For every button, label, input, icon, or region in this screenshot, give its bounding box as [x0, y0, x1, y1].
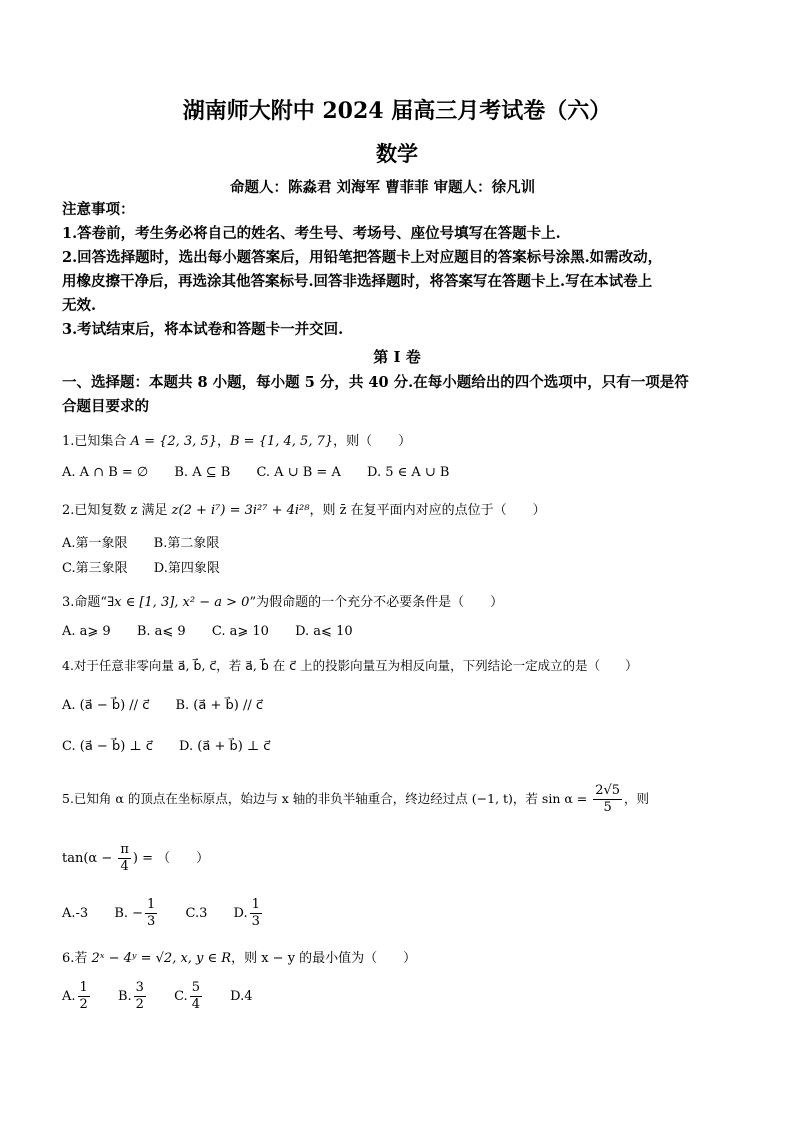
question-5-options: [62, 897, 286, 930]
question-2-options-row-1: [62, 532, 241, 551]
q1-option-b: B. A ⊆ B: [174, 465, 231, 480]
q6-option-a-prefix: A.: [62, 989, 76, 1004]
notice-heading: 注意事项：: [62, 201, 135, 218]
q5-tan-denominator: 4: [120, 859, 129, 874]
notice-item-2-line-3: 无效.: [62, 297, 97, 314]
q5-option-b-fraction: [145, 897, 157, 930]
question-6-options: [62, 980, 274, 1013]
q2-option-c: C.第三象限: [62, 561, 128, 576]
q5-option-b-prefix: B. −: [114, 906, 144, 921]
q3-stem-start: 3.命题“: [62, 595, 108, 610]
q5-option-d-fraction: [250, 897, 262, 930]
q3-proposition: ∃x ∈ [1, 3], x² − a > 0: [107, 595, 250, 610]
notice-item-3: 3.考试结束后，将本试卷和答题卡一并交回.: [62, 321, 344, 338]
q1-set-a: A = {2, 3, 5}: [130, 434, 217, 449]
q5-option-c: C.3: [185, 906, 208, 921]
q6-option-b-prefix: B.: [117, 989, 132, 1004]
q6-option-c-numerator: 5: [191, 980, 200, 995]
q6-option-c-prefix: C.: [174, 989, 188, 1004]
notice-block: [62, 198, 742, 342]
q6-option-a: [62, 980, 92, 1013]
notice-item-2-line-1: 2.回答选择题时，选出每小题答案后，用铅笔把答题卡上对应题目的答案标号涂黑.如需改动，: [62, 249, 663, 266]
subject-title: 数学: [376, 141, 418, 166]
q5-option-b: [114, 897, 159, 930]
q2-stem-end: ，则 z̄ 在复平面内对应的点位于（ ）: [309, 503, 546, 518]
q6-equation: 2ˣ − 4ʸ = √2, x, y ∈ R: [91, 951, 232, 966]
question-1-options: [62, 465, 471, 480]
q6-option-c: [174, 980, 204, 1013]
q2-equation: z(2 + i⁷) = 3i²⁷ + 4i²⁸: [171, 503, 310, 518]
q6-option-b-numerator: 3: [135, 980, 144, 995]
q6-stem-end: ，则 x − y 的最小值为（ ）: [231, 951, 417, 966]
question-2-stem: [62, 499, 546, 518]
q5-tan-start: tan(α −: [62, 851, 117, 866]
q3-option-b: B. a⩽ 9: [136, 624, 186, 639]
q2-stem-start: 2.已知复数 z 满足: [62, 503, 172, 518]
part-heading: 第 I 卷: [373, 348, 421, 366]
q2-option-b: B.第二象限: [153, 536, 220, 551]
q5-stem-end: ，则: [624, 791, 650, 806]
q6-option-c-denominator: 4: [191, 997, 200, 1012]
q3-stem-end: ”为假命题的一个充分不必要条件是（ ）: [249, 595, 504, 610]
q3-option-d: D. a⩽ 10: [295, 624, 353, 639]
q4-option-d: D. (a⃗ + b⃗) ⊥ c⃗: [179, 739, 271, 754]
question-4-options-row-1: [62, 698, 285, 713]
q2-option-a: A.第一象限: [62, 536, 128, 551]
q6-option-b-denominator: 2: [135, 997, 144, 1012]
q6-option-a-denominator: 2: [79, 997, 88, 1012]
question-4-options-row-2: [62, 739, 292, 754]
q4-option-a: A. (a⃗ − b⃗) // c⃗: [62, 698, 150, 713]
q5-sin-fraction: [593, 783, 622, 816]
question-6-stem: [62, 947, 416, 966]
q2-option-d: D.第四象限: [153, 561, 220, 576]
question-4-stem: 4.对于任意非零向量 a⃗, b⃗, c⃗，若 a⃗, b⃗ 在 c⃗ 上的投影向量互为相反向量，下列结论一定成立的是（ ）: [62, 658, 638, 673]
question-2-options-row-2: [62, 557, 242, 576]
q4-option-b: B. (a⃗ + b⃗) // c⃗: [175, 698, 263, 713]
q1-stem-end: ，则（ ）: [333, 434, 412, 449]
question-3-stem: [62, 591, 503, 610]
q5-sin-numerator: 2√5: [595, 783, 621, 798]
notice-item-1: 1.答卷前，考生务必将自己的姓名、考生号、考场号、座位号填写在答题卡上.: [62, 225, 561, 242]
question-5-tan-expression: [62, 842, 209, 875]
q1-stem-start: 1.已知集合: [62, 434, 131, 449]
q5-option-b-numerator: 1: [147, 897, 156, 912]
q5-tan-numerator: π: [120, 842, 129, 857]
q1-option-c: C. A ∪ B = A: [256, 465, 341, 480]
notice-item-2-line-2: 用橡皮擦干净后，再选涂其他答案标号.回答非选择题时，将答案写在答题卡上.写在本试卷上: [62, 273, 653, 290]
section-heading: [62, 371, 742, 419]
q5-option-a: A.-3: [62, 906, 89, 921]
question-1-stem: [62, 430, 411, 449]
q5-option-d-numerator: 1: [251, 897, 260, 912]
q6-option-b: [118, 980, 148, 1013]
q6-option-d: D.4: [230, 989, 253, 1004]
q5-tan-fraction: [118, 842, 131, 875]
q6-option-c-fraction: [190, 980, 202, 1013]
q4-option-c: C. (a⃗ − b⃗) ⊥ c⃗: [62, 739, 153, 754]
q6-stem-start: 6.若: [62, 951, 92, 966]
section-heading-line-1: 一、选择题：本题共 8 小题，每小题 5 分，共 40 分.在每小题给出的四个选项中，只有一项是符: [62, 374, 689, 391]
q5-stem-start: 5.已知角 α 的顶点在坐标原点，始边与 x 轴的非负半轴重合，终边经过点 (−1, t)，若 sin α =: [62, 791, 592, 806]
q5-option-d-denominator: 3: [251, 914, 260, 929]
q6-option-b-fraction: [134, 980, 146, 1013]
q6-option-a-fraction: [78, 980, 90, 1013]
q1-set-b: B = {1, 4, 5, 7}: [230, 434, 334, 449]
q6-option-a-numerator: 1: [79, 980, 88, 995]
q5-option-b-denominator: 3: [147, 914, 156, 929]
section-heading-line-2: 合题目要求的: [62, 398, 149, 415]
q1-separator: ，: [216, 434, 230, 449]
q3-option-a: A. a⩾ 9: [62, 624, 111, 639]
q5-option-d-prefix: D.: [233, 906, 248, 921]
authors-line: 命题人：陈淼君 刘海军 曹菲菲 审题人：徐凡训: [230, 179, 536, 196]
q5-option-d: [234, 897, 264, 930]
q5-sin-denominator: 5: [603, 800, 612, 815]
q1-option-d: D. 5 ∈ A ∪ B: [366, 465, 450, 480]
q5-tan-end: ) = （ ）: [132, 851, 210, 866]
question-5-stem: [62, 783, 649, 816]
exam-title: 湖南师大附中 2024 届高三月考试卷（六）: [182, 98, 612, 124]
question-3-options: [62, 624, 375, 639]
q3-option-c: C. a⩾ 10: [211, 624, 269, 639]
q1-option-a: A. A ∩ B = ∅: [62, 465, 149, 480]
